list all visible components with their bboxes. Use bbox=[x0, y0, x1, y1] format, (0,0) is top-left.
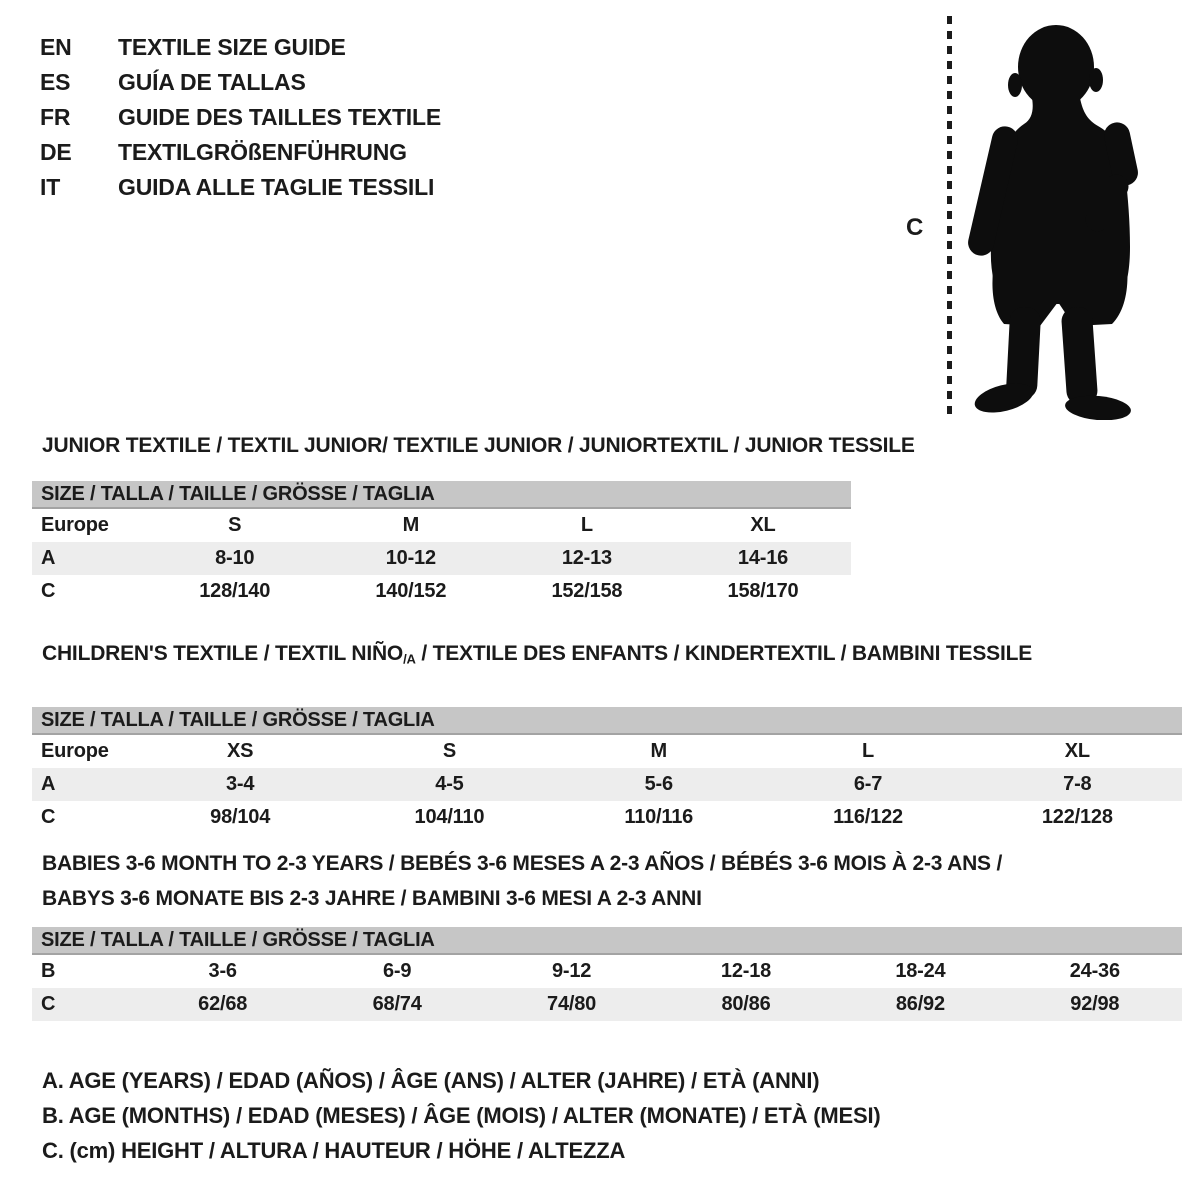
language-row bbox=[40, 135, 441, 170]
row-label: A bbox=[41, 547, 56, 569]
size-cell: S bbox=[442, 740, 457, 762]
size-cell: 80/86 bbox=[721, 993, 771, 1015]
size-cell: 62/68 bbox=[198, 993, 248, 1015]
guide-title: GUÍA DE TALLAS bbox=[118, 69, 306, 95]
size-header-bar bbox=[32, 707, 1182, 735]
size-cell: L bbox=[580, 514, 593, 536]
size-cell: 24-36 bbox=[1069, 960, 1120, 982]
language-row bbox=[40, 30, 441, 65]
language-code: DE bbox=[40, 139, 72, 165]
table-row bbox=[32, 509, 851, 542]
language-row bbox=[40, 100, 441, 135]
size-cell: 98/104 bbox=[210, 806, 271, 828]
size-cell: 3-6 bbox=[208, 960, 237, 982]
children-title-post: / TEXTILE DES ENFANTS / KINDERTEXTIL / BAMBINI TESSILE bbox=[415, 642, 1033, 665]
size-header-bar bbox=[32, 481, 851, 509]
size-cell: 8-10 bbox=[215, 547, 255, 569]
size-cell: 86/92 bbox=[895, 993, 945, 1015]
children-section-title bbox=[42, 642, 1032, 667]
size-header-label: SIZE / TALLA / TAILLE / GRÖSSE / TAGLIA bbox=[41, 708, 435, 731]
size-cell: 4-5 bbox=[435, 773, 464, 795]
size-cell: 3-4 bbox=[225, 773, 255, 795]
children-size-table bbox=[32, 707, 1182, 834]
size-cell: 74/80 bbox=[547, 993, 597, 1015]
toddler-silhouette-icon bbox=[962, 22, 1140, 420]
babies-size-table bbox=[32, 927, 1182, 1021]
size-cell: 12-18 bbox=[720, 960, 772, 982]
babies-section-title-line2: BABYS 3-6 MONATE BIS 2-3 JAHRE / BAMBINI 3-6 MESI A 2-3 ANNI bbox=[42, 887, 702, 910]
language-title-list bbox=[40, 30, 441, 205]
size-cell: 92/98 bbox=[1070, 993, 1120, 1015]
size-cell: 104/110 bbox=[414, 806, 485, 828]
children-title-sub: /A bbox=[403, 651, 416, 667]
size-cell: 14-16 bbox=[737, 547, 789, 569]
size-cell: 122/128 bbox=[1041, 806, 1113, 828]
size-cell: 110/116 bbox=[624, 806, 694, 828]
junior-section-title: JUNIOR TEXTILE / TEXTIL JUNIOR/ TEXTILE JUNIOR / JUNIORTEXTIL / JUNIOR TESSILE bbox=[42, 434, 915, 457]
measurement-legend bbox=[42, 1068, 880, 1173]
size-cell: 128/140 bbox=[199, 580, 271, 602]
row-label: A bbox=[41, 773, 56, 795]
size-cell: 158/170 bbox=[727, 580, 799, 602]
children-title-pre: CHILDREN'S TEXTILE / TEXTIL NIÑO bbox=[42, 642, 404, 665]
size-cell: XS bbox=[227, 740, 254, 762]
table-row bbox=[32, 542, 851, 575]
size-cell: 9-12 bbox=[551, 960, 592, 982]
language-code: FR bbox=[40, 104, 71, 130]
legend-height-cm: C. (cm) HEIGHT / ALTURA / HAUTEUR / HÖHE / ALTEZZA bbox=[42, 1138, 626, 1163]
language-code: ES bbox=[40, 69, 71, 95]
size-cell: M bbox=[650, 740, 667, 762]
size-cell: XL bbox=[750, 514, 776, 536]
language-row bbox=[40, 65, 441, 100]
size-cell: 6-7 bbox=[853, 773, 883, 795]
table-row bbox=[32, 575, 851, 608]
size-cell: 18-24 bbox=[895, 960, 946, 982]
size-cell: 152/158 bbox=[551, 580, 623, 602]
guide-title: GUIDE DES TAILLES TEXTILE bbox=[118, 104, 441, 130]
size-cell: L bbox=[862, 740, 875, 762]
guide-title: TEXTILGRÖßENFÜHRUNG bbox=[118, 139, 407, 165]
size-cell: 12-13 bbox=[561, 547, 612, 569]
table-row bbox=[32, 955, 1182, 988]
guide-title: GUIDA ALLE TAGLIE TESSILI bbox=[118, 174, 435, 200]
size-cell: 140/152 bbox=[375, 580, 447, 602]
size-cell: XL bbox=[1064, 740, 1090, 762]
row-label: Europe bbox=[41, 514, 109, 536]
height-measure-dashed-line bbox=[947, 16, 952, 418]
language-row bbox=[40, 170, 441, 205]
junior-size-table bbox=[32, 481, 851, 608]
row-label: Europe bbox=[41, 740, 109, 762]
table-row bbox=[32, 768, 1182, 801]
size-cell: 68/74 bbox=[372, 993, 422, 1015]
guide-title: TEXTILE SIZE GUIDE bbox=[118, 34, 346, 60]
size-header-label: SIZE / TALLA / TAILLE / GRÖSSE / TAGLIA bbox=[41, 482, 435, 505]
legend-age-years: A. AGE (YEARS) / EDAD (AÑOS) / ÂGE (ANS) / ALTER (JAHRE) / ETÀ (ANNI) bbox=[42, 1068, 820, 1093]
babies-section-title-line1: BABIES 3-6 MONTH TO 2-3 YEARS / BEBÉS 3-6 MESES A 2-3 AÑOS / BÉBÉS 3-6 MOIS À 2-3 ANS / bbox=[42, 852, 1003, 875]
row-label: C bbox=[41, 806, 56, 828]
size-cell: 116/122 bbox=[833, 806, 903, 828]
size-cell: 10-12 bbox=[385, 547, 436, 569]
table-row bbox=[32, 735, 1182, 768]
size-cell: M bbox=[402, 514, 420, 536]
language-code: EN bbox=[40, 34, 72, 60]
size-header-bar bbox=[32, 927, 1182, 955]
size-cell: 6-9 bbox=[382, 960, 412, 982]
size-cell: S bbox=[228, 514, 242, 536]
table-row bbox=[32, 988, 1182, 1021]
row-label: B bbox=[41, 960, 56, 982]
row-label: C bbox=[41, 580, 56, 602]
legend-age-months: B. AGE (MONTHS) / EDAD (MESES) / ÂGE (MOIS) / ALTER (MONATE) / ETÀ (MESI) bbox=[42, 1103, 881, 1128]
row-label: C bbox=[41, 993, 56, 1015]
language-code: IT bbox=[40, 174, 61, 200]
figure-measure-label: C bbox=[906, 214, 924, 241]
size-header-label: SIZE / TALLA / TAILLE / GRÖSSE / TAGLIA bbox=[41, 928, 435, 951]
size-cell: 5-6 bbox=[644, 773, 673, 795]
size-cell: 7-8 bbox=[1063, 773, 1092, 795]
table-row bbox=[32, 801, 1182, 834]
